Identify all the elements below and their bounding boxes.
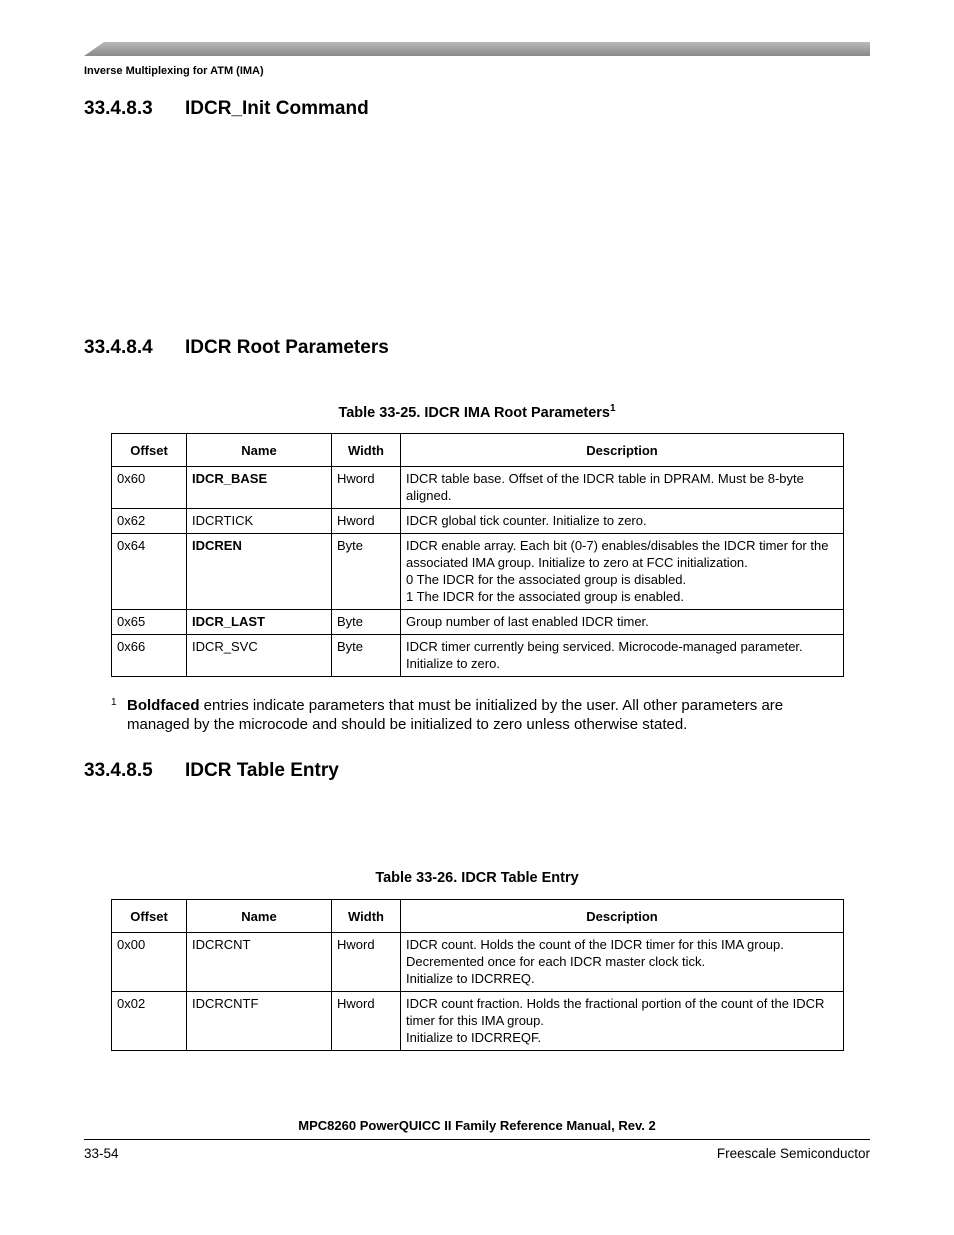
table-row <box>112 534 844 610</box>
cell-description: IDCR global tick counter. Initialize to zero. <box>401 509 844 534</box>
cell-name: IDCRCNTF <box>187 992 332 1051</box>
column-header-width: Width <box>332 900 401 933</box>
column-header-offset: Offset <box>112 900 187 933</box>
table-row <box>112 933 844 992</box>
cell-width: Byte <box>332 635 401 677</box>
header-decorative-bar <box>84 42 870 56</box>
cell-description <box>401 534 844 610</box>
footnote-bold-lead: Boldfaced <box>127 697 200 714</box>
column-header-width: Width <box>332 434 401 467</box>
cell-description: IDCR timer currently being serviced. Microcode-managed parameter. Initialize to zero. <box>401 635 844 677</box>
section-number: 33.4.8.5 <box>84 760 153 781</box>
description-text: IDCR count. Holds the count of the IDCR timer for this IMA group. Decremented once for each IDCR master clock tick. <box>406 937 784 969</box>
table-row <box>112 509 844 534</box>
footnote-body: entries indicate parameters that must be initialized by the user. All other parameters are managed by the microcode and should be initialized to zero unless otherwise stated. <box>127 697 784 733</box>
bit-value-0: 0 The IDCR for the associated group is disabled. <box>406 572 687 587</box>
cell-width: Hword <box>332 933 401 992</box>
cell-offset: 0x02 <box>112 992 187 1051</box>
column-header-offset: Offset <box>112 434 187 467</box>
cell-description: IDCR table base. Offset of the IDCR table in DPRAM. Must be 8-byte aligned. <box>401 467 844 509</box>
cell-description: Group number of last enabled IDCR timer. <box>401 610 844 635</box>
cell-width: Hword <box>332 467 401 509</box>
cell-name: IDCR_BASE <box>187 467 332 509</box>
footnote-mark: 1 <box>111 697 117 708</box>
table-row <box>112 992 844 1051</box>
footer-divider <box>84 1139 870 1140</box>
running-header: Inverse Multiplexing for ATM (IMA) <box>84 65 264 77</box>
table-row <box>112 610 844 635</box>
column-header-name: Name <box>187 900 332 933</box>
cell-width: Byte <box>332 610 401 635</box>
cell-name: IDCR_LAST <box>187 610 332 635</box>
table-header-row <box>112 434 844 467</box>
idcr-table-entry-table <box>111 899 844 1051</box>
table-row <box>112 467 844 509</box>
section-title: IDCR Table Entry <box>185 760 339 781</box>
footnote-text <box>111 696 843 734</box>
cell-name: IDCREN <box>187 534 332 610</box>
section-number: 33.4.8.3 <box>84 98 153 119</box>
table-caption-root-parameters <box>111 403 843 421</box>
cell-width: Byte <box>332 534 401 610</box>
section-title: IDCR_Init Command <box>185 98 369 119</box>
description-init-text: Initialize to IDCRREQ. <box>406 971 535 986</box>
cell-offset: 0x66 <box>112 635 187 677</box>
column-header-description: Description <box>401 900 844 933</box>
section-number: 33.4.8.4 <box>84 337 153 358</box>
table-header-row <box>112 900 844 933</box>
cell-name: IDCR_SVC <box>187 635 332 677</box>
footer-manual-title: MPC8260 PowerQUICC II Family Reference Manual, Rev. 2 <box>298 1118 656 1133</box>
column-header-description: Description <box>401 434 844 467</box>
cell-offset: 0x65 <box>112 610 187 635</box>
description-text: IDCR enable array. Each bit (0-7) enables/disables the IDCR timer for the associated IMA group. Initialize to zero at FCC initialization. <box>406 538 829 570</box>
idcr-root-parameters-table <box>111 433 844 677</box>
footer-page-number: 33-54 <box>84 1146 119 1161</box>
table-footnote <box>111 696 843 734</box>
caption-text: Table 33-25. IDCR IMA Root Parameters <box>338 404 610 421</box>
cell-offset: 0x62 <box>112 509 187 534</box>
cell-name: IDCRCNT <box>187 933 332 992</box>
footer-company: Freescale Semiconductor <box>716 1146 870 1161</box>
section-heading-idcr-root-parameters <box>84 337 389 359</box>
cell-description <box>401 933 844 992</box>
caption-footnote-mark: 1 <box>610 403 616 414</box>
cell-offset: 0x60 <box>112 467 187 509</box>
cell-width: Hword <box>332 992 401 1051</box>
section-heading-idcr-init <box>84 98 369 120</box>
section-title: IDCR Root Parameters <box>185 337 389 358</box>
table-row <box>112 635 844 677</box>
column-header-name: Name <box>187 434 332 467</box>
cell-width: Hword <box>332 509 401 534</box>
section-heading-idcr-table-entry <box>84 760 339 782</box>
description-text: IDCR count fraction. Holds the fractional portion of the count of the IDCR timer for this IMA group. <box>406 996 825 1028</box>
table-caption-table-entry: Table 33-26. IDCR Table Entry <box>375 870 579 886</box>
cell-offset: 0x64 <box>112 534 187 610</box>
cell-description <box>401 992 844 1051</box>
description-init-text: Initialize to IDCRREQF. <box>406 1030 542 1045</box>
cell-name: IDCRTICK <box>187 509 332 534</box>
cell-offset: 0x00 <box>112 933 187 992</box>
bit-value-1: 1 The IDCR for the associated group is enabled. <box>406 589 684 604</box>
